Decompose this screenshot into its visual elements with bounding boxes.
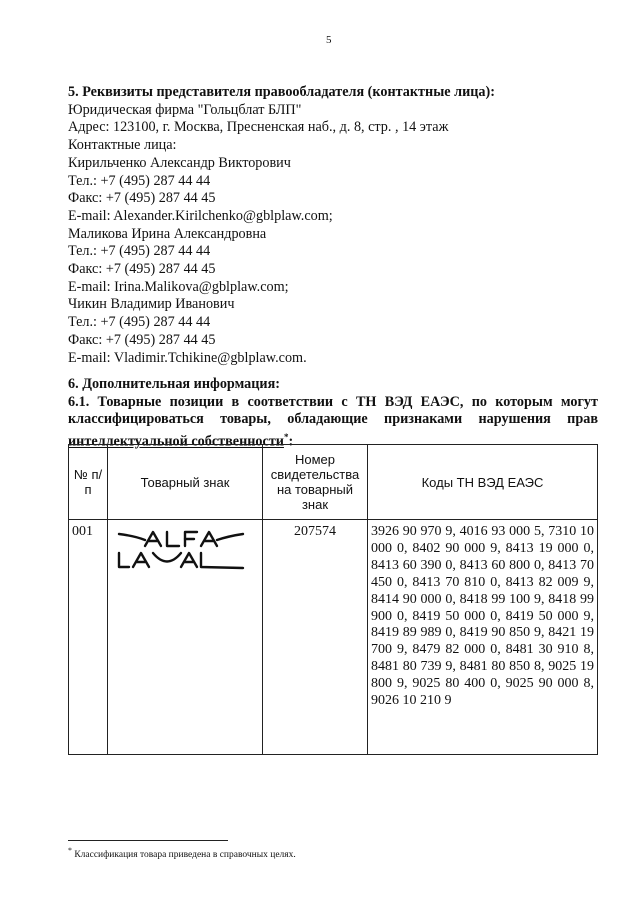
footnote-mark: * — [68, 846, 72, 855]
cell-certificate: 207574 — [263, 520, 368, 755]
section-5-representative — [68, 84, 598, 367]
section-6-1-line-2: классифицироваться товары, обладающие признаками нарушения прав — [68, 411, 598, 428]
firm-address: Адрес: 123100, г. Москва, Пресненская наб., д. 8, стр. , 14 этаж — [68, 119, 449, 136]
header-codes: Коды ТН ВЭД ЕАЭС — [368, 445, 598, 520]
contact-3-phone: Тел.: +7 (495) 287 44 44 — [68, 314, 211, 331]
section-6-additional — [68, 376, 598, 452]
header-trademark: Товарный знак — [108, 445, 263, 520]
table-header-row — [69, 445, 598, 520]
section-6-1-line-1: 6.1. Товарные позиции в соответствии с ТН ВЭД ЕАЭС, по которым могут — [68, 393, 598, 410]
section-5-heading: 5. Реквизиты представителя правообладателя (контактные лица): — [68, 84, 495, 100]
table-row — [69, 520, 598, 755]
cell-codes: 3926 90 970 9, 4016 93 000 5, 7310 10 000 0, 8402 90 000 9, 8413 19 000 0, 8413 60 390 0, 8413 60 800 0, 8413 70 450 0, 8413 70 810 0, 8413 82 009 9, 8414 90 000 0, 8418 99 100 9, 8418 99 900 0, 8419 50 000 0, 8419 50 000 9, 8419 89 989 0, 8419 90 850 9, 8421 19 700 9, 8479 82 000 0, 8481 30 910 8, 8481 80 739 9, 8481 80 850 8, 9025 19 800 9, 9025 80 400 0, 9025 90 000 8, 9026 10 210 9 — [368, 520, 598, 755]
section-6-heading: 6. Дополнительная информация: — [68, 376, 280, 392]
goods-table — [68, 444, 598, 755]
alfa-laval-logo — [115, 526, 247, 576]
contact-1-email: E-mail: Alexander.Kirilchenko@gblplaw.com; — [68, 207, 333, 224]
header-certificate: Номер свидетельства на товарный знак — [263, 445, 368, 520]
contact-1-fax: Факс: +7 (495) 287 44 45 — [68, 190, 216, 207]
contact-2-fax: Факс: +7 (495) 287 44 45 — [68, 261, 216, 278]
footnote-text: Классификация товара приведена в справочных целях. — [74, 850, 296, 861]
contacts-label: Контактные лица: — [68, 137, 177, 154]
footnote — [68, 846, 296, 860]
contact-2-name: Маликова Ирина Александровна — [68, 225, 267, 242]
footnote-ref: * — [283, 432, 289, 443]
firm-name: Юридическая фирма "Гольцблат БЛП" — [68, 101, 302, 118]
cell-num: 001 — [69, 520, 108, 755]
contact-2-phone: Тел.: +7 (495) 287 44 44 — [68, 243, 211, 260]
header-num: № п/п — [69, 445, 108, 520]
contact-1-name: Кирильченко Александр Викторович — [68, 154, 291, 171]
contact-3-email: E-mail: Vladimir.Tchikine@gblplaw.com. — [68, 349, 307, 366]
section-6-1-colon: : — [288, 433, 294, 450]
contact-1-phone: Тел.: +7 (495) 287 44 44 — [68, 172, 211, 189]
footnote-rule — [68, 840, 228, 841]
section-6-1-underlined: интеллектуальной собственности — [68, 433, 284, 450]
contact-3-fax: Факс: +7 (495) 287 44 45 — [68, 331, 216, 348]
cell-trademark — [108, 520, 263, 755]
contact-3-name: Чикин Владимир Иванович — [68, 296, 235, 313]
contact-2-email: E-mail: Irina.Malikova@gblplaw.com; — [68, 278, 289, 295]
page-number: 5 — [326, 34, 332, 46]
